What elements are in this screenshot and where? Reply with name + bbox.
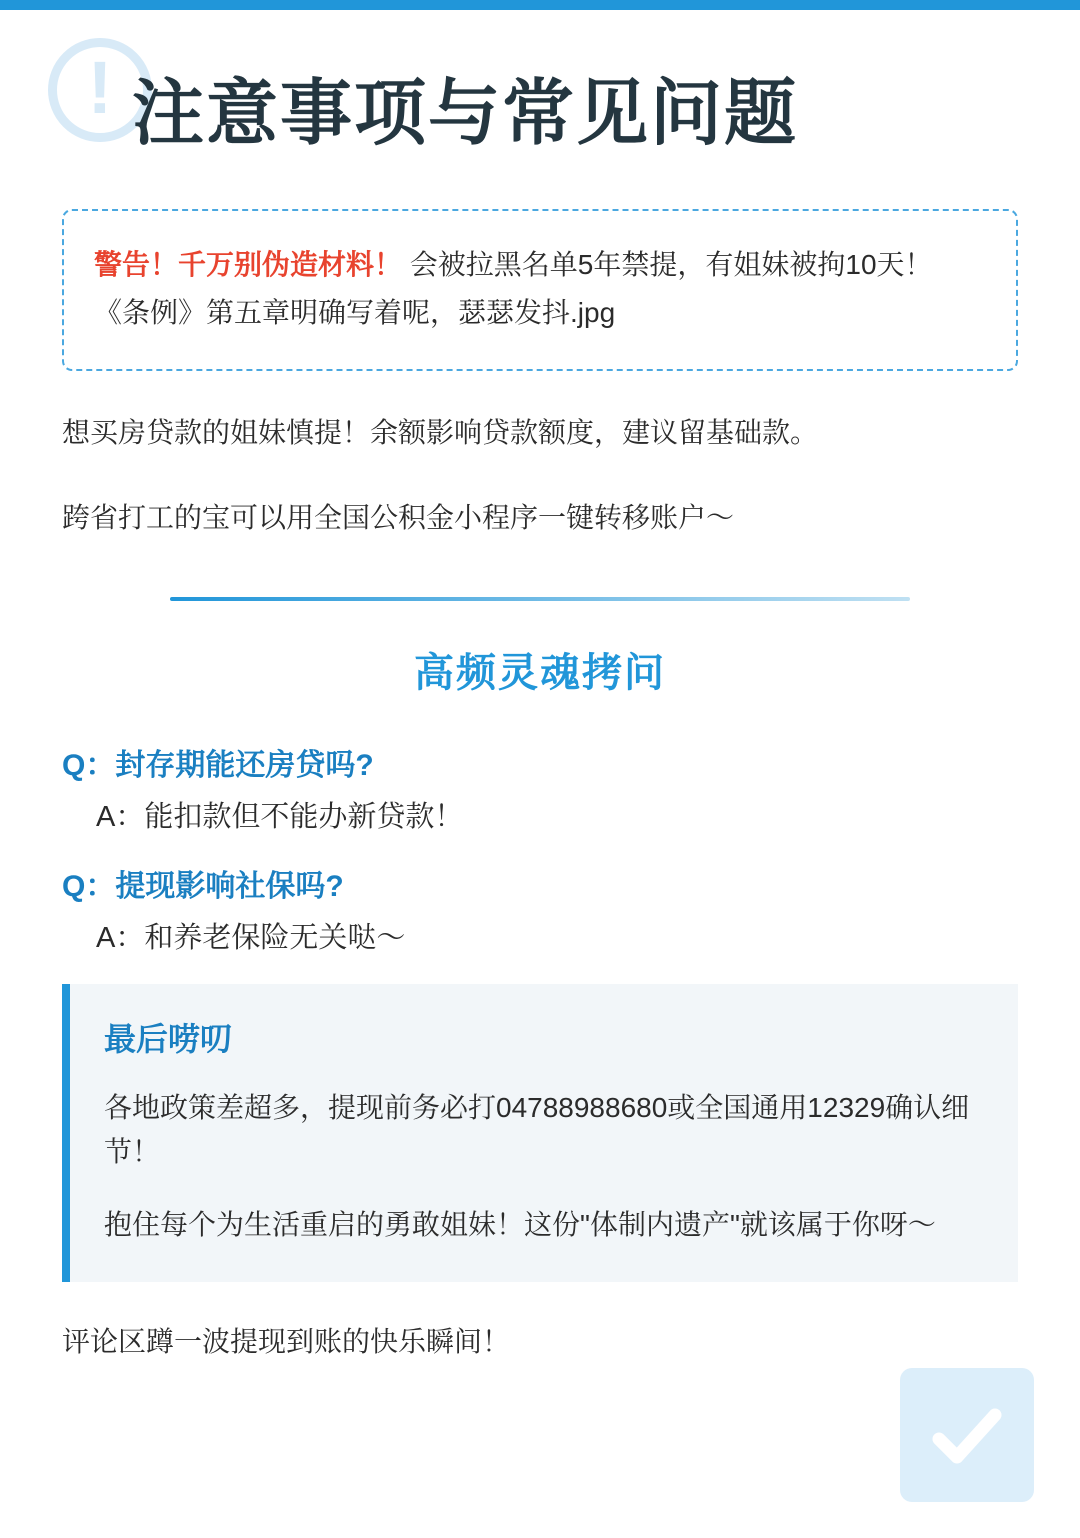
note-title: 最后唠叨 [104,1020,233,1057]
faq-item [62,861,1018,956]
note-box [62,984,1018,1282]
note-paragraph-hotline: 各地政策差超多，提现前务必打04788988680或全国通用12329确认细节！ [104,1091,970,1168]
check-mark-icon [900,1368,1034,1502]
warning-box [62,209,1018,371]
exclamation-glyph: ! [87,46,113,129]
faq-answer: A：和养老保险无关哒～ [96,921,406,954]
warning-strong-text: 警告！千万别伪造材料！ [94,248,403,280]
footer-text: 评论区蹲一波提现到账的快乐瞬间！ [62,1325,511,1357]
warning-text [94,241,986,337]
divider-wrapper [62,597,1018,601]
faq-question: Q：封存期能还房贷吗? [62,748,374,782]
paragraph-loan-advice: 想买房贷款的姐妹慎提！余额影响贷款额度，建议留基础款。 [62,416,819,448]
faq-section-title: 高频灵魂拷问 [414,650,666,695]
faq-answer: A：能扣款但不能办新贷款！ [96,800,464,833]
page-title: 注意事项与常见问题 [132,74,799,154]
warning-rest-text: 会被拉黑名单5年禁提，有姐妹被拘10天！《条例》第五章明确写着呢，瑟瑟发抖.jpg [94,248,933,328]
faq-item [62,740,1018,835]
note-paragraph-encourage: 抱住每个为生活重启的勇敢姐妹！这份"体制内遗产"就该属于你呀～ [104,1209,936,1241]
paragraph-transfer-advice: 跨省打工的宝可以用全国公积金小程序一键转移账户～ [62,501,735,533]
section-divider [170,597,910,601]
faq-question: Q：提现影响社保吗? [62,869,344,903]
faq-list [62,740,1018,956]
